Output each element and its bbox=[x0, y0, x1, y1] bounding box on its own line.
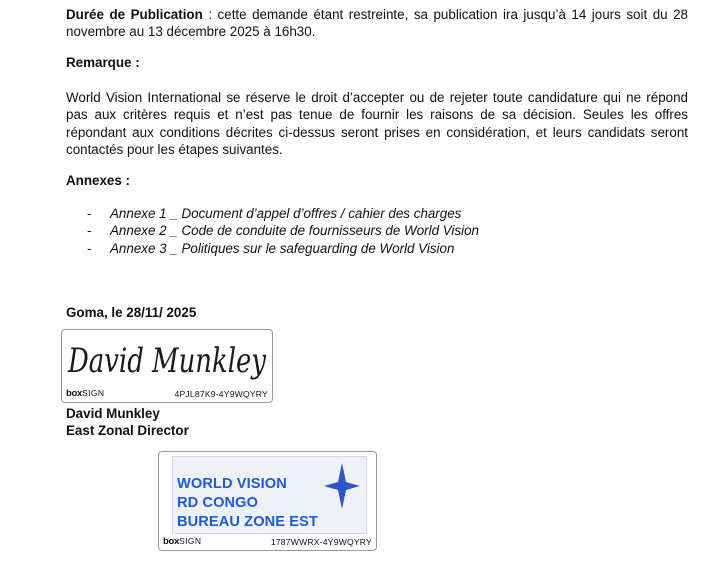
annex-item-text: Annexe 3 _ Politiques sur le safeguarding de World Vision bbox=[110, 240, 455, 256]
annex-item bbox=[66, 222, 666, 239]
stamp-box bbox=[158, 451, 377, 551]
publication-duration-paragraph bbox=[66, 6, 688, 41]
annexes-heading: Annexes : bbox=[66, 173, 130, 188]
stamp-line: BUREAU ZONE EST bbox=[177, 514, 318, 530]
publication-duration-text: : cette demande étant restreinte, sa publication ira jusqu’à 14 jours soit du 28 novembre au 13 décembre 2025 à 16h30. bbox=[66, 7, 689, 40]
box-logo-sign: SIGN bbox=[179, 536, 202, 546]
signature-box bbox=[61, 329, 273, 403]
list-dash: - bbox=[87, 240, 92, 256]
publication-duration-label: Durée de Publication bbox=[66, 7, 203, 22]
annexes-list bbox=[66, 205, 666, 257]
list-dash: - bbox=[87, 223, 92, 239]
box-logo-word: box bbox=[163, 536, 179, 547]
annex-item-text: Annexe 1 _ Document d’appel d’offres / cahier des charges bbox=[110, 206, 462, 221]
boxsign-footer bbox=[66, 386, 268, 399]
place-date: Goma, le 28/11/ 2025 bbox=[66, 305, 197, 320]
list-dash: - bbox=[87, 206, 92, 221]
remarque-paragraph: World Vision International se réserve le droit d’accepter ou de rejeter toute candidature qui ne répond pas aux critères requis et n’est pas tenue de fournir les raisons de sa décision. Seules les offres répondant aux conditions décrites ci-dessus seront prises en considération, et leurs candidats seront contactés pour les étapes suivantes. bbox=[66, 90, 688, 157]
annex-item bbox=[66, 240, 666, 257]
annex-item bbox=[66, 205, 666, 222]
handwritten-signature bbox=[66, 334, 270, 384]
star-icon bbox=[322, 461, 362, 511]
signatory-name: David Munkley bbox=[66, 406, 160, 421]
organization-stamp bbox=[172, 456, 367, 534]
boxsign-logo bbox=[163, 536, 201, 547]
signature-script: David Munkley bbox=[67, 341, 267, 381]
boxsign-logo bbox=[66, 388, 104, 399]
stamp-line: WORLD VISION bbox=[177, 476, 287, 492]
annex-item-text: Annexe 2 _ Code de conduite de fournisseurs de World Vision bbox=[110, 223, 479, 239]
remarque-heading: Remarque : bbox=[66, 55, 140, 70]
box-logo-word: box bbox=[66, 388, 82, 399]
signatory-title: East Zonal Director bbox=[66, 423, 189, 438]
box-logo-sign: SIGN bbox=[82, 388, 105, 398]
signature-id: 4PJL87K9-4Y9WQYRY bbox=[174, 389, 268, 399]
stamp-id: 1787WWRX-4Y9WQYRY bbox=[270, 537, 372, 547]
boxsign-footer bbox=[163, 534, 372, 547]
stamp-line: RD CONGO bbox=[177, 495, 259, 511]
